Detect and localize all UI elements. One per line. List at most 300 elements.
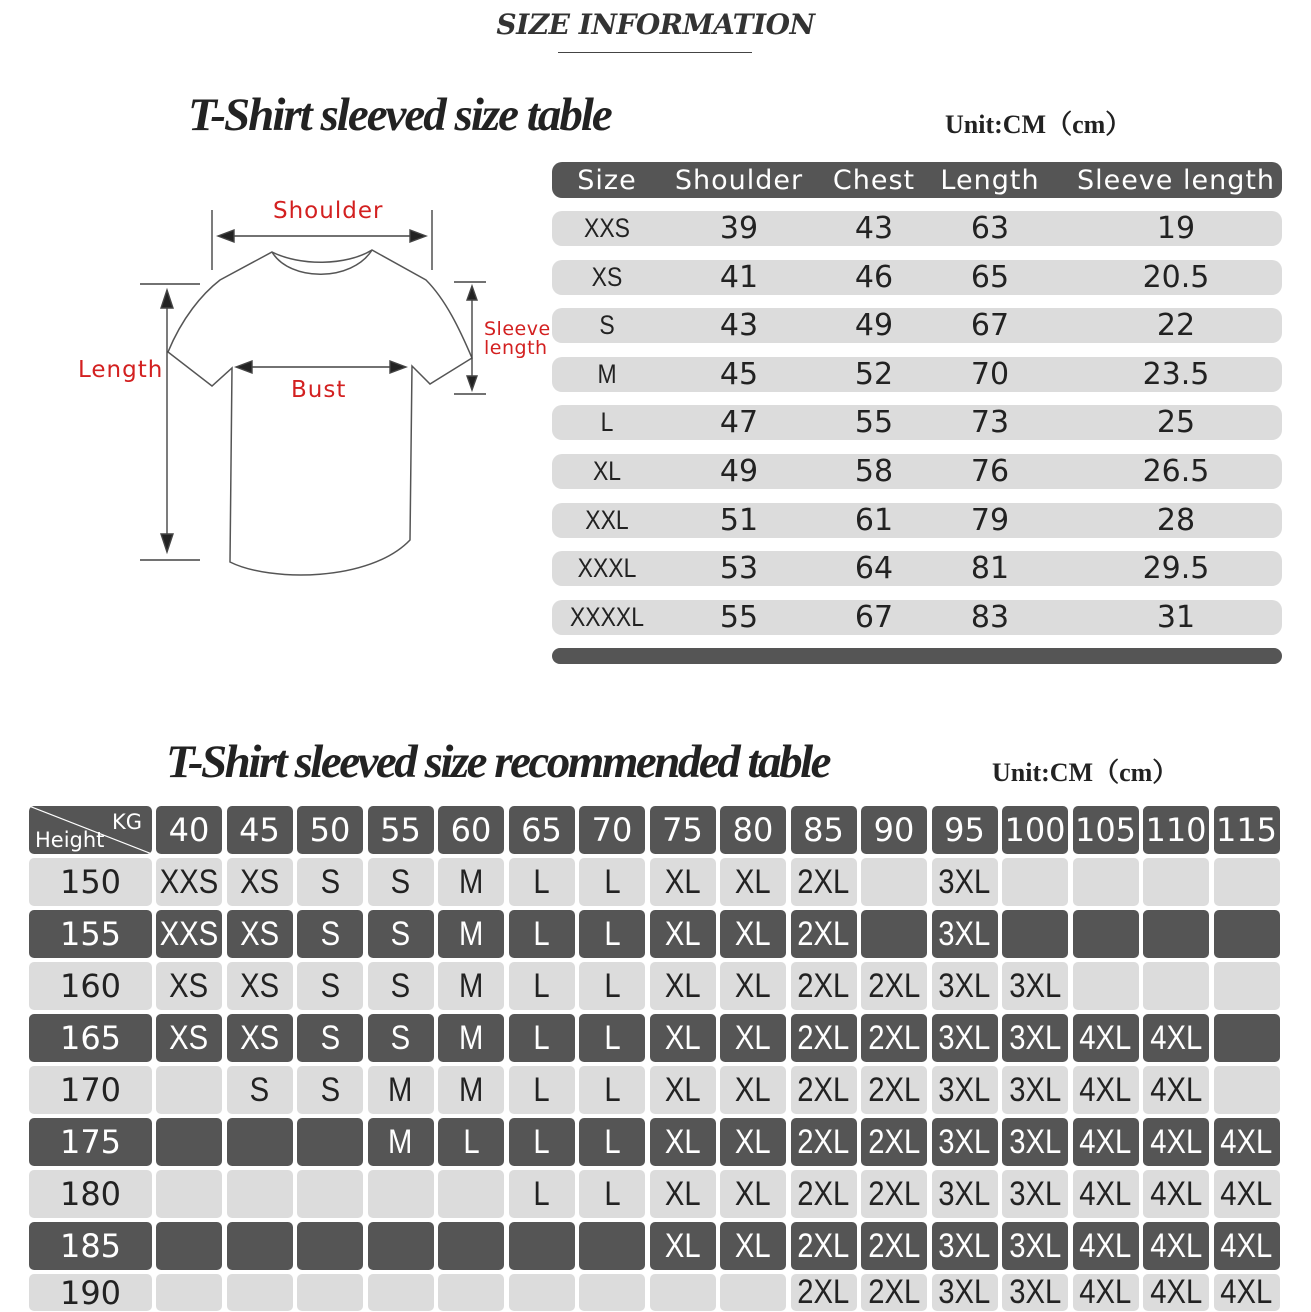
- size-cell-text: 3XL: [938, 862, 991, 901]
- size-cell: [1002, 1222, 1068, 1270]
- size-cell: [368, 1222, 434, 1270]
- size-cell-text: XL: [735, 966, 771, 1005]
- size-cell-text: M: [458, 862, 484, 901]
- shoulder-label: Shoulder: [273, 198, 384, 224]
- size-cell: [227, 1274, 293, 1311]
- weight-header-cell-text: 60: [450, 811, 492, 849]
- height-cell: [29, 1274, 152, 1311]
- size-cell: [932, 1014, 998, 1062]
- size-cell-text: M: [458, 1070, 484, 1109]
- size-cell-text: S: [390, 1018, 411, 1057]
- table-row: [552, 600, 1282, 635]
- weight-header-cell: [579, 806, 645, 854]
- size-cell-text: 3XL: [938, 1070, 991, 1109]
- size-cell-text: 4XL: [1079, 1174, 1132, 1213]
- size-cell: [1143, 1274, 1209, 1311]
- size-cell: [791, 1118, 857, 1166]
- size-cell-text: S: [390, 966, 411, 1005]
- size-cell-text: L: [533, 862, 550, 901]
- table-cell: XXXXL: [569, 601, 645, 632]
- size-cell: [368, 1118, 434, 1166]
- size-cell: [720, 962, 786, 1010]
- size-cell: [1143, 1222, 1209, 1270]
- size-cell-text: XL: [735, 1018, 771, 1057]
- size-cell: [720, 1170, 786, 1218]
- table-cell: 23.5: [1142, 356, 1210, 392]
- size-cell: [791, 910, 857, 958]
- size-cell-text: 2XL: [797, 914, 850, 953]
- size-cell: [1073, 910, 1139, 958]
- size-cell: [791, 1170, 857, 1218]
- size-cell: [297, 1274, 363, 1311]
- size-cell: [227, 1170, 293, 1218]
- size-cell-text: XL: [664, 914, 701, 953]
- weight-header-cell: [932, 806, 998, 854]
- size-cell: [156, 1014, 222, 1062]
- size-cell: [1143, 910, 1209, 958]
- size-cell: [720, 858, 786, 906]
- header-sleeve-length: Sleeve length: [1076, 164, 1276, 196]
- size-cell-text: S: [390, 862, 411, 901]
- size-cell: [438, 1274, 504, 1311]
- table-cell: 49: [719, 454, 759, 489]
- size-cell-text: 2XL: [867, 966, 921, 1005]
- size-cell: [438, 858, 504, 906]
- size-cell: [1002, 1170, 1068, 1218]
- size-cell-text: S: [320, 1070, 340, 1109]
- size-cell: [156, 910, 222, 958]
- size-cell: [720, 1014, 786, 1062]
- weight-header-cell: [861, 806, 927, 854]
- weight-header-cell: [156, 806, 222, 854]
- size-cell: [932, 858, 998, 906]
- size-cell: [368, 910, 434, 958]
- size-cell: [297, 1222, 363, 1270]
- size-cell-text: 3XL: [938, 1018, 991, 1057]
- height-cell-text: 155: [59, 915, 122, 953]
- size-cell: [791, 1274, 857, 1311]
- size-cell-text: XL: [735, 1122, 771, 1161]
- size-cell: [1143, 1170, 1209, 1218]
- bust-label: Bust: [291, 377, 347, 403]
- size-cell: [1214, 1066, 1280, 1114]
- size-cell: [509, 1066, 575, 1114]
- size-cell: [227, 1118, 293, 1166]
- size-cell: [861, 962, 927, 1010]
- size-cell: [1143, 858, 1209, 906]
- weight-header-cell-text: 100: [1004, 811, 1066, 849]
- size-cell: [579, 1170, 645, 1218]
- weight-header-cell: [1143, 806, 1209, 854]
- table-cell: L: [600, 407, 614, 438]
- height-cell: [29, 910, 152, 958]
- weight-header-cell: [1073, 806, 1139, 854]
- corner-kg-label: KG: [111, 810, 142, 834]
- size-cell-text: L: [533, 1122, 550, 1161]
- size-cell-text: 4XL: [1149, 1226, 1203, 1265]
- recommend-table-title: T-Shirt sleeved size recommended table: [166, 736, 829, 788]
- size-cell: [861, 1014, 927, 1062]
- table-cell: 70: [970, 356, 1010, 392]
- size-cell-text: 3XL: [1008, 1174, 1062, 1213]
- header-size: Size: [577, 164, 637, 196]
- weight-header-cell: [791, 806, 857, 854]
- table-cell: XXL: [585, 504, 629, 535]
- size-cell-text: 2XL: [867, 1174, 921, 1213]
- size-cell: [438, 910, 504, 958]
- size-cell-text: L: [462, 1122, 480, 1161]
- size-cell: [368, 1274, 434, 1311]
- table-cell: 52: [854, 356, 894, 392]
- weight-header-cell: [297, 806, 363, 854]
- size-cell: [579, 1222, 645, 1270]
- size-cell-text: XXS: [159, 862, 219, 901]
- size-cell-text: S: [249, 1070, 270, 1109]
- grid-corner-cell: [29, 806, 152, 854]
- size-cell: [932, 962, 998, 1010]
- table-cell: 28: [1156, 502, 1196, 538]
- height-cell: [29, 962, 152, 1010]
- size-cell: [650, 1170, 716, 1218]
- size-cell: [861, 1170, 927, 1218]
- size-cell: [720, 1274, 786, 1311]
- size-cell: [227, 962, 293, 1010]
- height-cell-text: 150: [59, 863, 122, 901]
- weight-header-cell-text: 105: [1074, 811, 1137, 849]
- size-cell-text: 3XL: [938, 1226, 991, 1265]
- size-cell-text: XS: [169, 966, 209, 1005]
- size-cell: [932, 1118, 998, 1166]
- size-cell: [1214, 910, 1280, 958]
- size-cell: [861, 858, 927, 906]
- size-cell: [1073, 1118, 1139, 1166]
- weight-header-cell: [227, 806, 293, 854]
- size-cell-text: L: [603, 914, 621, 953]
- size-cell: [156, 1066, 222, 1114]
- sleeve-label-line1: Sleeve: [484, 318, 551, 340]
- height-cell-text: 175: [59, 1123, 122, 1161]
- size-cell: [438, 1170, 504, 1218]
- table-cell: 49: [854, 308, 894, 344]
- size-cell-text: XS: [239, 1018, 279, 1057]
- size-cell: [1073, 962, 1139, 1010]
- size-cell: [932, 1222, 998, 1270]
- size-cell-text: 4XL: [1220, 1226, 1273, 1265]
- table-cell: 47: [719, 405, 759, 441]
- size-cell: [509, 858, 575, 906]
- size-cell: [1073, 1170, 1139, 1218]
- size-cell-text: XS: [169, 1018, 209, 1057]
- size-cell-text: 4XL: [1149, 1174, 1203, 1213]
- size-cell-text: 4XL: [1220, 1122, 1273, 1161]
- table-cell: XXXL: [577, 553, 637, 584]
- size-cell: [861, 1118, 927, 1166]
- size-cell-text: XL: [735, 1070, 771, 1109]
- size-cell: [861, 1222, 927, 1270]
- size-cell: [297, 1014, 363, 1062]
- size-cell-text: L: [603, 1174, 621, 1213]
- size-cell: [1002, 1118, 1068, 1166]
- size-cell-text: 2XL: [797, 862, 850, 901]
- size-cell: [156, 1274, 222, 1311]
- size-cell-text: 2XL: [797, 966, 850, 1005]
- size-cell-text: L: [533, 1018, 550, 1057]
- table-cell: 26.5: [1142, 454, 1210, 489]
- table-cell: 76: [970, 454, 1010, 489]
- size-cell-text: 4XL: [1149, 1122, 1203, 1161]
- size-cell: [438, 1222, 504, 1270]
- height-cell-text: 180: [59, 1175, 122, 1213]
- header-shoulder: Shoulder: [674, 164, 804, 196]
- size-cell-text: 4XL: [1149, 1018, 1203, 1057]
- size-cell: [1143, 962, 1209, 1010]
- table-cell: 46: [854, 259, 894, 295]
- size-cell-text: XL: [664, 862, 701, 901]
- sleeve-label-line2: length: [484, 337, 548, 359]
- size-cell-text: XXS: [159, 914, 219, 953]
- table-cell: XXS: [584, 213, 630, 243]
- size-cell-text: 2XL: [797, 1174, 850, 1213]
- table-row: [552, 454, 1282, 489]
- size-cell-text: XS: [239, 862, 279, 901]
- header-length: Length: [940, 164, 1040, 196]
- size-cell: [156, 1118, 222, 1166]
- size-cell: [1002, 1014, 1068, 1062]
- size-cell-text: M: [458, 1018, 484, 1057]
- height-cell-text: 190: [59, 1273, 122, 1312]
- size-cell: [1214, 858, 1280, 906]
- size-table-footer-bar: [552, 648, 1282, 664]
- weight-header-cell: [720, 806, 786, 854]
- size-cell-text: 2XL: [867, 1122, 921, 1161]
- size-cell: [791, 1014, 857, 1062]
- table-cell: 22: [1156, 308, 1196, 344]
- table-cell: M: [597, 358, 617, 389]
- height-cell-text: 160: [59, 967, 122, 1005]
- weight-header-cell-text: 80: [732, 811, 774, 849]
- size-cell: [297, 1066, 363, 1114]
- size-cell-text: L: [533, 1070, 550, 1109]
- table-cell: 81: [970, 551, 1010, 587]
- size-cell-text: XS: [239, 914, 279, 953]
- size-cell: [1073, 858, 1139, 906]
- size-cell-text: 3XL: [1008, 966, 1062, 1005]
- size-cell-text: L: [533, 1174, 550, 1213]
- size-cell-text: 3XL: [1008, 1122, 1062, 1161]
- table-cell: 73: [970, 405, 1010, 441]
- size-cell: [791, 962, 857, 1010]
- size-cell-text: 3XL: [938, 1273, 991, 1311]
- size-cell-text: 4XL: [1079, 1273, 1132, 1311]
- size-cell: [579, 858, 645, 906]
- height-cell-text: 170: [59, 1071, 122, 1109]
- size-cell-text: 4XL: [1220, 1273, 1273, 1311]
- size-cell: [297, 1118, 363, 1166]
- size-cell-text: 2XL: [797, 1070, 850, 1109]
- table-cell: 31: [1156, 599, 1196, 635]
- size-cell-text: XL: [664, 1174, 701, 1213]
- weight-header-cell: [509, 806, 575, 854]
- size-cell-text: 4XL: [1079, 1122, 1132, 1161]
- size-cell: [1214, 1170, 1280, 1218]
- weight-header-cell-text: 65: [521, 811, 562, 849]
- recommend-table-unit: Unit:CM（cm）: [992, 758, 1179, 787]
- size-cell-text: M: [458, 966, 484, 1005]
- table-cell: 25: [1156, 405, 1196, 441]
- size-cell-text: XL: [664, 966, 701, 1005]
- size-cell-text: XL: [664, 1070, 701, 1109]
- size-cell: [579, 962, 645, 1010]
- size-cell-text: L: [603, 1122, 621, 1161]
- header-chest: Chest: [832, 164, 916, 196]
- size-cell: [509, 1118, 575, 1166]
- size-cell-text: 4XL: [1079, 1226, 1132, 1265]
- size-cell-text: XL: [735, 862, 771, 901]
- size-cell: [579, 1066, 645, 1114]
- table-cell: 39: [719, 211, 759, 246]
- table-cell: 51: [719, 502, 759, 538]
- size-cell-text: L: [533, 966, 550, 1005]
- size-cell: [1143, 1066, 1209, 1114]
- table-cell: 19: [1156, 211, 1196, 246]
- size-cell: [368, 1014, 434, 1062]
- size-cell-text: 4XL: [1079, 1018, 1132, 1057]
- size-cell: [297, 1170, 363, 1218]
- size-cell: [438, 1014, 504, 1062]
- tshirt-diagram-icon: [140, 200, 560, 590]
- size-cell: [932, 1274, 998, 1311]
- table-cell: 53: [719, 551, 759, 587]
- size-cell: [861, 1066, 927, 1114]
- size-cell: [932, 910, 998, 958]
- height-cell: [29, 858, 152, 906]
- size-cell: [509, 962, 575, 1010]
- size-cell-text: 2XL: [797, 1226, 850, 1265]
- weight-header-cell: [438, 806, 504, 854]
- table-row: [552, 503, 1282, 538]
- table-cell: 67: [854, 599, 894, 635]
- height-cell: [29, 1222, 152, 1270]
- table-cell: 83: [970, 599, 1010, 635]
- weight-header-cell-text: 95: [944, 811, 985, 849]
- size-cell: [509, 1014, 575, 1062]
- table-cell: 61: [854, 502, 894, 538]
- table-row: [552, 357, 1282, 392]
- size-cell: [1073, 1222, 1139, 1270]
- size-cell-text: S: [320, 862, 340, 901]
- size-cell-text: 2XL: [797, 1018, 850, 1057]
- size-cell-text: 2XL: [797, 1273, 850, 1311]
- size-cell: [650, 858, 716, 906]
- size-cell: [297, 910, 363, 958]
- weight-header-cell-text: 90: [873, 811, 915, 849]
- size-cell: [368, 858, 434, 906]
- size-cell: [227, 1222, 293, 1270]
- heading-divider: [558, 52, 752, 53]
- size-cell-text: XL: [664, 1018, 701, 1057]
- size-cell: [1073, 1066, 1139, 1114]
- size-cell: [650, 1118, 716, 1166]
- table-cell: 55: [854, 405, 894, 441]
- weight-header-cell-text: 45: [239, 811, 280, 849]
- weight-header-cell-text: 75: [662, 811, 703, 849]
- size-cell-text: M: [458, 914, 484, 953]
- size-cell-text: 3XL: [1008, 1273, 1062, 1311]
- size-cell: [438, 1118, 504, 1166]
- size-cell-text: 2XL: [867, 1226, 921, 1265]
- size-cell: [1214, 1274, 1280, 1311]
- table-cell: 67: [970, 308, 1010, 344]
- size-cell: [791, 858, 857, 906]
- table-cell: 63: [970, 211, 1010, 246]
- size-cell-text: L: [603, 1018, 621, 1057]
- table-cell: S: [599, 310, 615, 341]
- size-cell-text: XL: [664, 1122, 701, 1161]
- size-cell-text: XL: [664, 1226, 701, 1265]
- size-cell: [1002, 1066, 1068, 1114]
- table-cell: 45: [719, 356, 759, 392]
- size-cell: [227, 1066, 293, 1114]
- size-cell: [1073, 1274, 1139, 1311]
- size-cell: [1002, 1274, 1068, 1311]
- size-cell: [650, 962, 716, 1010]
- size-cell: [1214, 1118, 1280, 1166]
- size-cell: [1002, 910, 1068, 958]
- size-cell-text: 4XL: [1079, 1070, 1132, 1109]
- size-cell-text: XS: [239, 966, 279, 1005]
- table-cell: 64: [854, 551, 894, 587]
- size-cell-text: S: [390, 914, 411, 953]
- table-cell: 79: [970, 502, 1010, 538]
- size-cell-text: XL: [735, 1174, 771, 1213]
- size-cell-text: S: [320, 1018, 340, 1057]
- table-cell: 58: [854, 454, 894, 489]
- size-cell-text: 3XL: [938, 1122, 991, 1161]
- size-cell-text: L: [603, 966, 621, 1005]
- table-cell: XS: [591, 261, 623, 292]
- size-cell: [509, 910, 575, 958]
- size-cell-text: 3XL: [938, 1174, 991, 1213]
- size-cell: [509, 1274, 575, 1311]
- weight-header-cell-text: 110: [1145, 811, 1207, 849]
- size-cell-text: M: [388, 1122, 413, 1161]
- table-cell: 65: [970, 259, 1010, 295]
- size-cell: [368, 1170, 434, 1218]
- size-cell-text: 3XL: [938, 966, 991, 1005]
- size-cell-text: L: [533, 914, 550, 953]
- size-cell: [156, 1222, 222, 1270]
- size-cell: [650, 1014, 716, 1062]
- size-cell: [579, 1118, 645, 1166]
- size-cell: [156, 962, 222, 1010]
- weight-header-cell-text: 115: [1215, 811, 1278, 849]
- table-cell: 20.5: [1142, 259, 1210, 295]
- table-row: [552, 308, 1282, 343]
- size-cell: [579, 1014, 645, 1062]
- size-cell-text: S: [320, 966, 340, 1005]
- size-cell-text: L: [603, 1070, 621, 1109]
- size-cell-text: 2XL: [797, 1122, 850, 1161]
- size-table-unit: Unit:CM（cm）: [945, 110, 1132, 139]
- size-cell-text: 4XL: [1220, 1174, 1273, 1213]
- height-cell: [29, 1118, 152, 1166]
- size-cell: [650, 910, 716, 958]
- height-cell: [29, 1066, 152, 1114]
- size-table-header: [552, 162, 1282, 198]
- table-cell: XL: [592, 456, 622, 486]
- size-cell: [1143, 1014, 1209, 1062]
- size-cell: [438, 962, 504, 1010]
